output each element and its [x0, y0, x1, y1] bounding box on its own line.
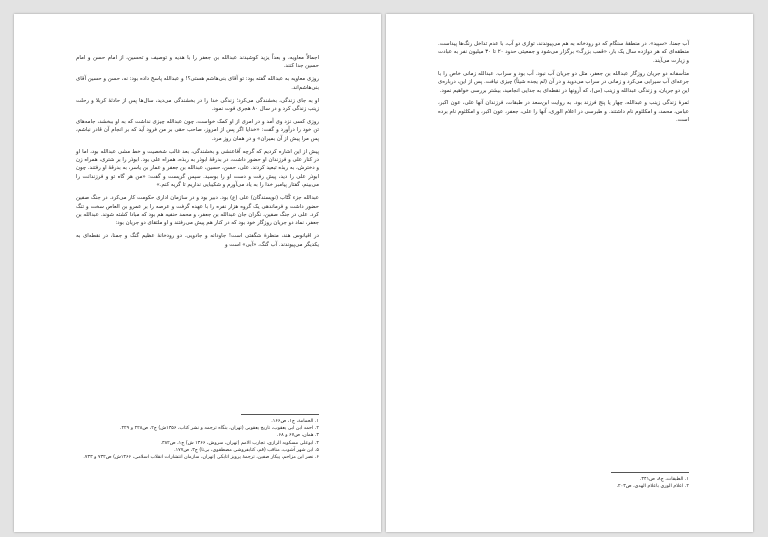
- paragraph: در اقیانوس هند، منظرهٔ شگفتی است! جاودانه و جادویی. دو رودخانهٔ عظیم گنگ و جمنا، در نقطه‌ای به یکدیگر می‌پیوندند. آب گنگ، «آبی» است و: [76, 233, 319, 248]
- paragraph: او به جای زندگی، بخشندگی می‌کرد؛ زندگی خدا را در بخشندگی می‌دید، سال‌ها پس از حادثهٔ کربلا و رحلت زینب زندگی کرد و در سال ۸۰ هجری فوت نمود.: [76, 97, 319, 113]
- footnote-divider: [241, 414, 319, 415]
- footnote: ۲. احمد ابن ابی یعقوب، تاریخ یعقوبی (تهران، بنگاه ترجمه و نشر کتاب، ۱۳۵۶ش) ج۲، ص۲۲۸ و ۲۲۹.: [119, 426, 319, 432]
- paragraph: متأسفانه دو جریان روزگار عبدالله بن جعفر، مثل دو جریان آب نبود. آب بود و سراب. عبدالله زمانی خاص را با جرعه‌ای آب سیرابی می‌کرد و زمانی در سراب می‌دوید و در آن (لم یجده شیئاً) چیزی نیافت. پس از این، درباره‌ی این دو جریان، و زندگی عبدالله و زینب (س)، که آرونها در نقطه‌ای به جدایی انجامید، بیشتر بررسی خواهیم نمود.: [438, 70, 689, 94]
- paragraph: عبدالله جزء کُتّاب (نویسندگان) علی (ع) بود. دبیر بود و در سازمان اداری حکومت کار می‌کرد. در جنگ صفین حضور داشت و فرماندهی یک گروه هزار نفره را با عهده گرفت و عرصه را بر عمرو بن العاص سخت و تنگ کرد. علی در جنگ صفین، نگران جان عبدالله بن جعفر، و محمد حنفیه هم بود که مبادا کشته شوند. عبدالله بن جعفر، نماد دو جریان روزگار خود بود که در کنار هم پیش می‌رفتند و او ملتقای دو جریان بود:: [76, 195, 319, 227]
- document-page-left: [14, 14, 381, 532]
- footnote: ۲. اعلام الوری باعلام الهدی، ص۲۰۳.: [616, 484, 689, 490]
- footnote: ۴. ابوعلی مسکویه الرازی، تجارب الامم (تهران، سروش، ۱۳۶۶ ش) ج۱، ص۳۸۲.: [160, 440, 319, 446]
- paragraph: آب جمنا، «سپید». در منطقهٔ سنگام که دو رودخانه به هم می‌پیوندند، توازی دو آب، با عدم تداخل رنگ‌ها پیداست. منطقه‌ای که هر دوازده سال یک بار، «قمب بزرگ» برگزار می‌شود و جمعیتی حدود ۲۰ تا ۳۰ میلیون نفر به عبادت و زیارت می‌آیند.: [438, 41, 690, 64]
- paragraph: ثمرهٔ زندگی زینب و عبدالله، چهار یا پنج فرزند بود. به روایت ابن‌سعد در طبقات، فرزندان آنها علی، عون اکبر، عباس، محمد، و امکلثوم نام داشتند. و طبرسی در اعلام الوری، آنها را علی، جعفر، عون اکبر، و امکلثوم نام برده است.: [438, 100, 689, 124]
- page-body: [438, 40, 689, 129]
- footnote-divider: [611, 472, 689, 473]
- footnote: ۳. همان، ص۶۷ و ۶۸.: [276, 433, 319, 439]
- paragraph: پیش از این اشاره کردیم که گرچه آفاعنشی و بخشندگی، بعد غالب شخصیت و خط مشی عبدالله بود، اما او در کنار علی و فرزندان او حضور داشت، در بدرقهٔ ابوذر به ربذه، همراه علی بود. ابوذر را بر شتری، همراه زن و دخترش، به ربذه تبعید کردند. علی، حسن، حسین، عبدالله بن جعفر و عمار بن یاسر، به بدرقهٔ او رفتند. چون ابوذر علی را دید، پیش رفت و دست او را بوسید. سپس گریست و گفت: «من هر گاه تو و فرزندانت را می‌بینم، گفتار پیامبر خدا را به یاد می‌آورم و شکیبایی نداریم تا گریه کنم.»: [76, 148, 319, 189]
- paragraph: اجمالاً معاویه، و بعداً یزید کوشیدند عبدالله بن جعفر را با هدیه و توصیف و تحسین، از امام حسن و امام حسین جدا کنند.: [76, 55, 319, 70]
- footnote: ۶. نصر ابن مزاحم، پیکار صفین، ترجمهٔ پرویز اتابکی (تهران، سازمان انتشارات انقلاب اسلامی، ۱۳۶۶ش) ص۷۳۲ و ۷۳۳.: [83, 455, 319, 461]
- paragraph: روزی کسی نزد وی آمد و در امری از او کمک خواست، چون عبدالله چیزی نداشت که به او ببخشد، جامه‌های تن خود را درآورد و گفت: «خدایا اگر پس از امروز، صاحب حقی بر من فرود آید که بر انجام آن قادر نباشم، پس مرا پیش از آن بمیران» و در همان روز مرد.: [76, 118, 319, 142]
- footnotes: [438, 472, 689, 490]
- paragraph: روزی معاویه به عبدالله گفته بود: تو آقای بنی‌هاشم هستی؟! و عبدالله پاسخ داده بود: نه، حسن و حسین آقای بنی‌هاشم‌اند.: [76, 76, 319, 91]
- footnotes: [76, 414, 319, 461]
- footnote: ۱. الحمامة، ج۱، ص۱۶۶.: [271, 419, 319, 424]
- footnote: ۵. ابن شهر آشوب، مناقب (قم، کتابفروشی مصطفوی، بی‌تا) ج۳، ص۱۷۷.: [174, 447, 319, 453]
- document-page-right: [386, 14, 753, 532]
- footnote: ۱. الطبقات، ج۸، ص۳۴۱.: [639, 477, 689, 482]
- page-body: [76, 54, 319, 254]
